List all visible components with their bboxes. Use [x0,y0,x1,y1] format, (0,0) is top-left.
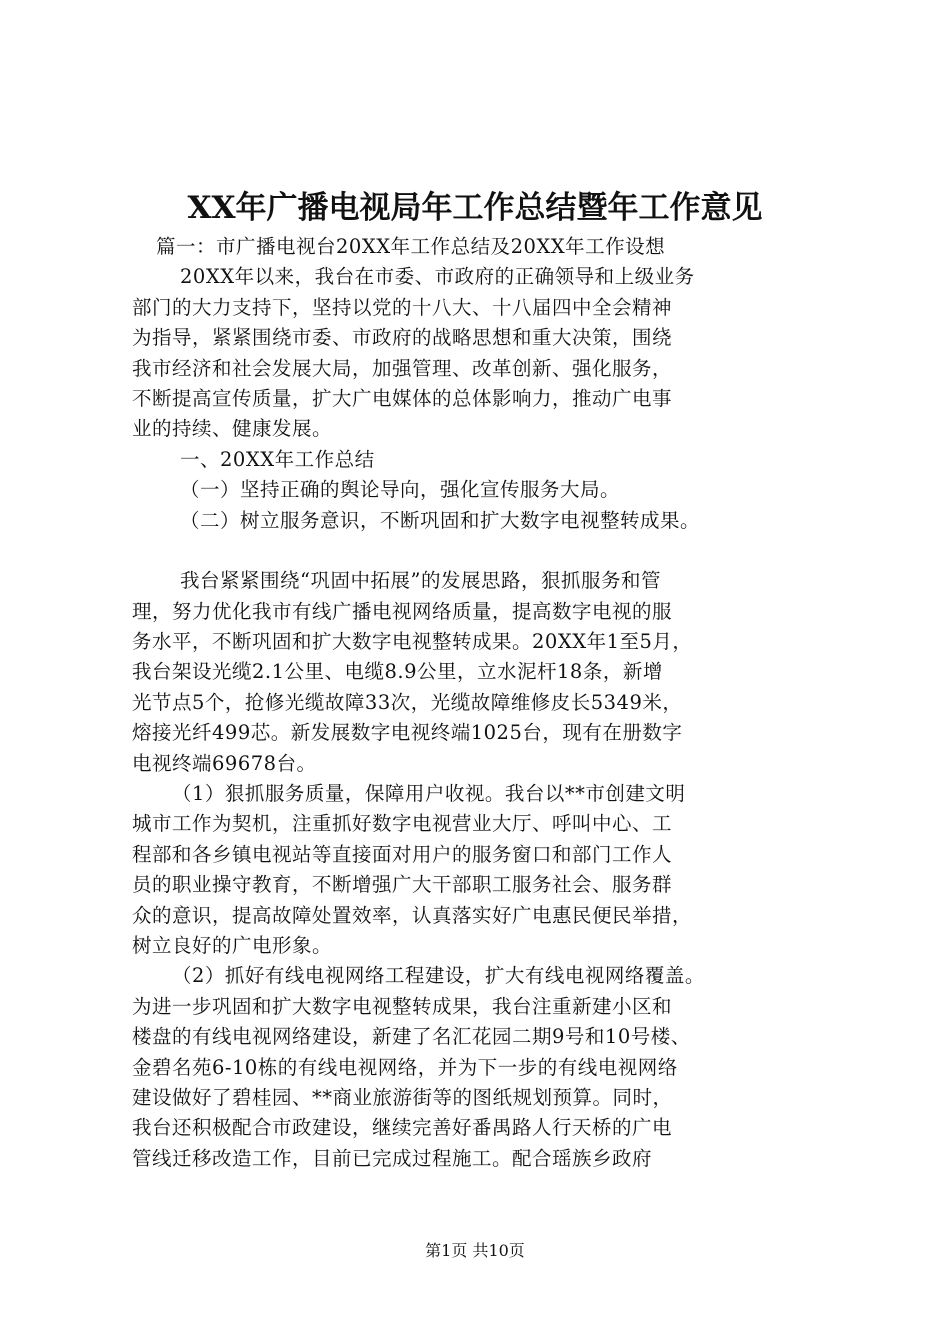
text-line: 我台紧紧围绕“巩固中拓展”的发展思路，狠抓服务和管 [180,569,661,593]
text-line: 业的持续、健康发展。 [132,417,333,441]
text-line: 理，努力优化我市有线广播电视网络质量，提高数字电视的服 [132,599,673,623]
text-line: 树立良好的广电形象。 [132,933,333,957]
text-line: 程部和各乡镇电视站等直接面对用户的服务窗口和部门工作人 [132,842,673,866]
text-line: 篇一：市广播电视台20XX年工作总结及20XX年工作设想 [156,235,666,258]
text-line: 我台架设光缆2.1公里、电缆8.9公里，立水泥杆18条，新增 [132,660,663,684]
text-line: （1）狠抓服务质量，保障用户收视。我台以**市创建文明 [172,782,686,806]
text-line: 建设做好了碧桂园、**商业旅游街等的图纸规划预算。同时， [132,1085,673,1109]
section-heading: 一、20XX年工作总结 [180,447,375,471]
text-line: 员的职业操守教育，不断增强广大干部职工服务社会、服务群 [132,873,673,897]
text-line: 众的意识，提高故障处置效率，认真落实好广电惠民便民举措， [132,903,693,927]
text-line: 楼盘的有线电视网络建设，新建了名汇花园二期9号和10号楼、 [132,1025,691,1049]
text-line: 部门的大力支持下，坚持以党的十八大、十八届四中全会精神 [132,295,673,319]
document-body [132,232,846,1174]
page-footer: 第1页 共10页 [425,1241,525,1260]
text-line: 20XX年以来，我台在市委、市政府的正确领导和上级业务 [180,265,695,289]
text-line: 不断提高宣传质量，扩大广电媒体的总体影响力，推动广电事 [132,386,673,410]
text-line: 务水平，不断巩固和扩大数字电视整转成果。20XX年1至5月， [132,630,693,654]
text-line: 光节点5个，抢修光缆故障33次，光缆故障维修皮长5349米， [132,690,683,714]
text-line: 管线迁移改造工作，目前已完成过程施工。配合瑶族乡政府 [132,1146,653,1170]
text-line: 金碧名苑6-10栋的有线电视网络，并为下一步的有线电视网络 [132,1055,678,1079]
text-line: 为指导，紧紧围绕市委、市政府的战略思想和重大决策，围绕 [132,326,673,350]
text-line: （2）抓好有线电视网络工程建设，扩大有线电视网络覆盖。 [172,964,705,988]
text-line: 电视终端69678台。 [132,751,317,775]
text-line: 我市经济和社会发展大局，加强管理、改革创新、强化服务， [132,356,673,380]
text-line: 为进一步巩固和扩大数字电视整转成果，我台注重新建小区和 [132,994,673,1018]
text-line: 我台还积极配合市政建设，继续完善好番禺路人行天桥的广电 [132,1116,673,1140]
subsection-heading: （二）树立服务意识，不断巩固和扩大数字电视整转成果。 [180,508,701,532]
text-line: 熔接光纤499芯。新发展数字电视终端1025台，现有在册数字 [132,721,683,745]
subsection-heading: （一）坚持正确的舆论导向，强化宣传服务大局。 [180,478,621,502]
text-line: 城市工作为契机，注重抓好数字电视营业大厅、呼叫中心、工 [132,812,673,836]
document-title: XX年广播电视局年工作总结暨年工作意见 [187,190,763,226]
blank-line [132,536,846,566]
